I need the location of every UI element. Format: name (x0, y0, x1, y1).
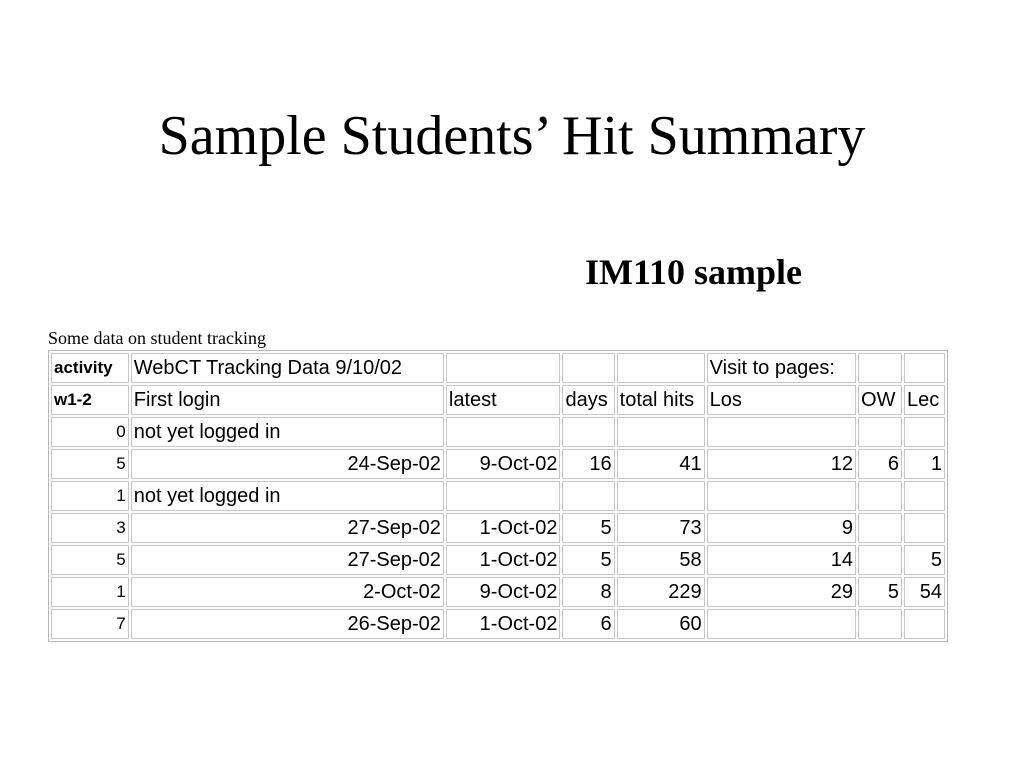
table-cell: 1 (904, 449, 945, 479)
table-row (51, 417, 945, 447)
table-cell: 41 (617, 449, 705, 479)
table-cell (446, 417, 561, 447)
table-cell: 229 (617, 577, 705, 607)
table-cell: 1-Oct-02 (446, 609, 561, 639)
table-cell (904, 353, 945, 383)
table-cell (617, 353, 705, 383)
table-cell: 58 (617, 545, 705, 575)
table-cell: 60 (617, 609, 705, 639)
table-cell: 6 (858, 449, 902, 479)
table-cell: activity (51, 353, 129, 383)
table-cell: 73 (617, 513, 705, 543)
table-cell (904, 417, 945, 447)
table-cell: 6 (562, 609, 614, 639)
table-cell (446, 353, 561, 383)
table-cell: 9 (707, 513, 856, 543)
table-cell (858, 353, 902, 383)
table-row (51, 449, 945, 479)
table-cell: 27-Sep-02 (131, 513, 444, 543)
table-cell: 0 (51, 417, 129, 447)
table-cell (562, 417, 614, 447)
table-cell: 9-Oct-02 (446, 449, 561, 479)
table-cell: 5 (904, 545, 945, 575)
table-cell (446, 481, 561, 511)
table-body (51, 353, 945, 639)
table-cell (858, 513, 902, 543)
table-cell (562, 481, 614, 511)
table-cell: w1-2 (51, 385, 129, 415)
table-cell (858, 545, 902, 575)
table-cell (617, 417, 705, 447)
table-caption: Some data on student tracking (48, 328, 266, 348)
table-cell: days (562, 385, 614, 415)
table-header-row (51, 385, 945, 415)
table-cell (858, 417, 902, 447)
table-cell: total hits (617, 385, 705, 415)
table-cell: 26-Sep-02 (131, 609, 444, 639)
table-cell: 5 (51, 449, 129, 479)
table-cell (904, 481, 945, 511)
table-cell (904, 513, 945, 543)
table-header-row (51, 353, 945, 383)
table-cell: 16 (562, 449, 614, 479)
table-cell: First login (131, 385, 444, 415)
table-cell: 7 (51, 609, 129, 639)
slide-title: Sample Students’ Hit Summary (158, 105, 866, 167)
table-cell: 1-Oct-02 (446, 545, 561, 575)
table-cell: Los (707, 385, 856, 415)
table-cell (562, 353, 614, 383)
table-cell (707, 417, 856, 447)
sample-heading: IM110 sample (585, 252, 803, 292)
table-cell (617, 481, 705, 511)
table-cell: 2-Oct-02 (131, 577, 444, 607)
table-cell: not yet logged in (131, 481, 444, 511)
table-cell: 8 (562, 577, 614, 607)
table-cell (707, 481, 856, 511)
table-cell: 29 (707, 577, 856, 607)
table-cell: not yet logged in (131, 417, 444, 447)
table-cell: 54 (904, 577, 945, 607)
table-cell: 5 (51, 545, 129, 575)
table-cell: 24-Sep-02 (131, 449, 444, 479)
table-row (51, 481, 945, 511)
table-cell: Visit to pages: (707, 353, 856, 383)
table-row (51, 545, 945, 575)
table-cell: 14 (707, 545, 856, 575)
tracking-table (48, 350, 948, 642)
table-row (51, 609, 945, 639)
table-cell: 1 (51, 481, 129, 511)
table-row (51, 513, 945, 543)
table-cell: 12 (707, 449, 856, 479)
table-cell: 1-Oct-02 (446, 513, 561, 543)
table-cell: 5 (562, 545, 614, 575)
table-cell: 27-Sep-02 (131, 545, 444, 575)
table-cell: OW (858, 385, 902, 415)
table-cell (707, 609, 856, 639)
table-cell: 3 (51, 513, 129, 543)
table-cell: 5 (562, 513, 614, 543)
table-cell (858, 481, 902, 511)
table-cell: 1 (51, 577, 129, 607)
table-cell: WebCT Tracking Data 9/10/02 (131, 353, 444, 383)
table-cell (858, 609, 902, 639)
table-viewport (48, 350, 950, 655)
table-cell (904, 609, 945, 639)
table-cell: 9-Oct-02 (446, 577, 561, 607)
table-cell: Lec (904, 385, 945, 415)
table-cell: latest (446, 385, 561, 415)
table-cell: 5 (858, 577, 902, 607)
table-row (51, 577, 945, 607)
